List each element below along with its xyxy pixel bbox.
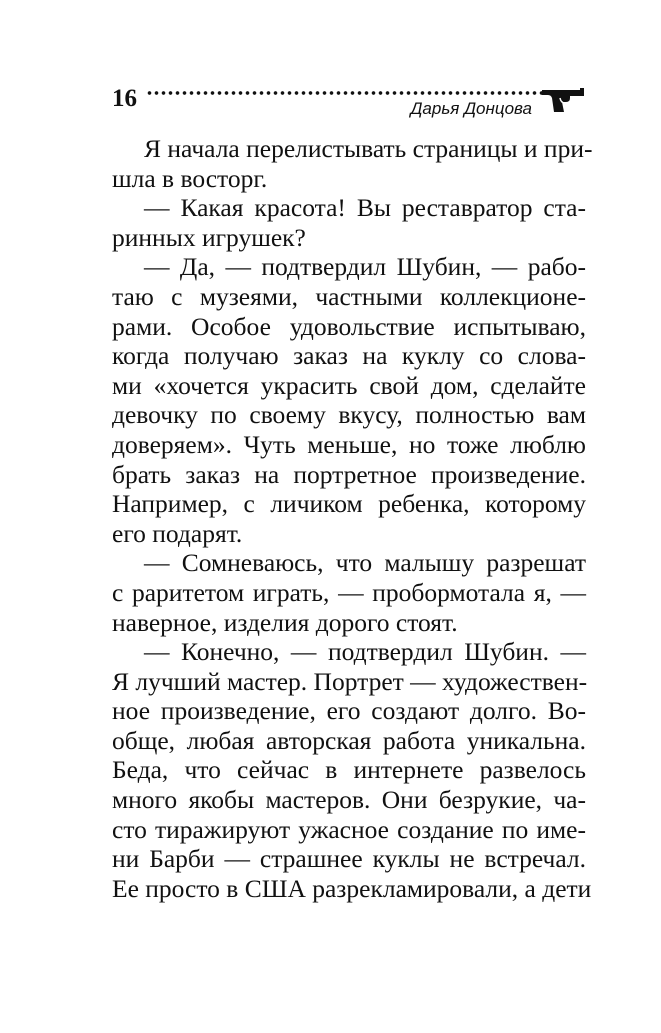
text-line: рами. Особое удовольствие испытываю, [112,311,586,341]
text-line: ное произведение, его создают долго. Во- [112,696,586,726]
text-line: обще, любая авторская работа уникальна. [112,725,586,755]
text-line: Ее просто в США разрекламировали, а дети [112,873,592,903]
text-line: таю с музеями, частными коллекционе- [112,281,586,311]
paragraph [112,548,586,637]
text-line: ми «хочется украсить свой дом, сделайте [112,370,586,400]
text-line: наверное, изделия дорого стоят. [112,607,458,637]
text-line: ни Барби — страшнее куклы не встречал. [112,844,586,874]
text-line: — Конечно, — подтвердил Шубин. — [144,637,586,667]
text-line: Я лучший мастер. Портрет — художествен- [112,666,588,696]
text-line: много якобы мастеров. Они безрукие, ча- [112,785,586,815]
text-line: брать заказ на портретное произведение. [112,459,586,489]
text-line: шла в восторг. [112,163,268,193]
pistol-icon [540,84,588,114]
text-line: ринных игрушек? [112,222,306,252]
page-body-text [112,134,593,903]
paragraph [112,134,593,193]
paragraph [112,193,586,252]
paragraph [112,637,592,903]
paragraph [112,252,586,548]
page-number: 16 [112,85,137,112]
text-line: — Да, — подтвердил Шубин, — рабо- [144,252,586,282]
text-line: — Сомневаюсь, что малышу разрешат [144,548,586,578]
text-line: с раритетом играть, — пробормотала я, — [112,577,586,607]
running-header [112,84,588,124]
text-line: Я начала перелистывать страницы и при- [144,134,593,163]
text-line: — Какая красота! Вы реставратор ста- [144,193,586,223]
text-line: сто тиражируют ужасное создание по име- [112,814,586,844]
text-line: девочку по своему вкусу, полностью вам [112,400,586,430]
text-line: Беда, что сейчас в интернете развелось [112,755,586,785]
text-line: его подарят. [112,518,243,548]
dotted-leader [146,90,546,96]
text-line: когда получаю заказ на куклу со слова- [112,341,586,371]
text-line: доверяем». Чуть меньше, но тоже люблю [112,429,586,459]
text-line: Например, с личиком ребенка, которому [112,489,586,519]
author-name: Дарья Донцова [410,99,532,118]
